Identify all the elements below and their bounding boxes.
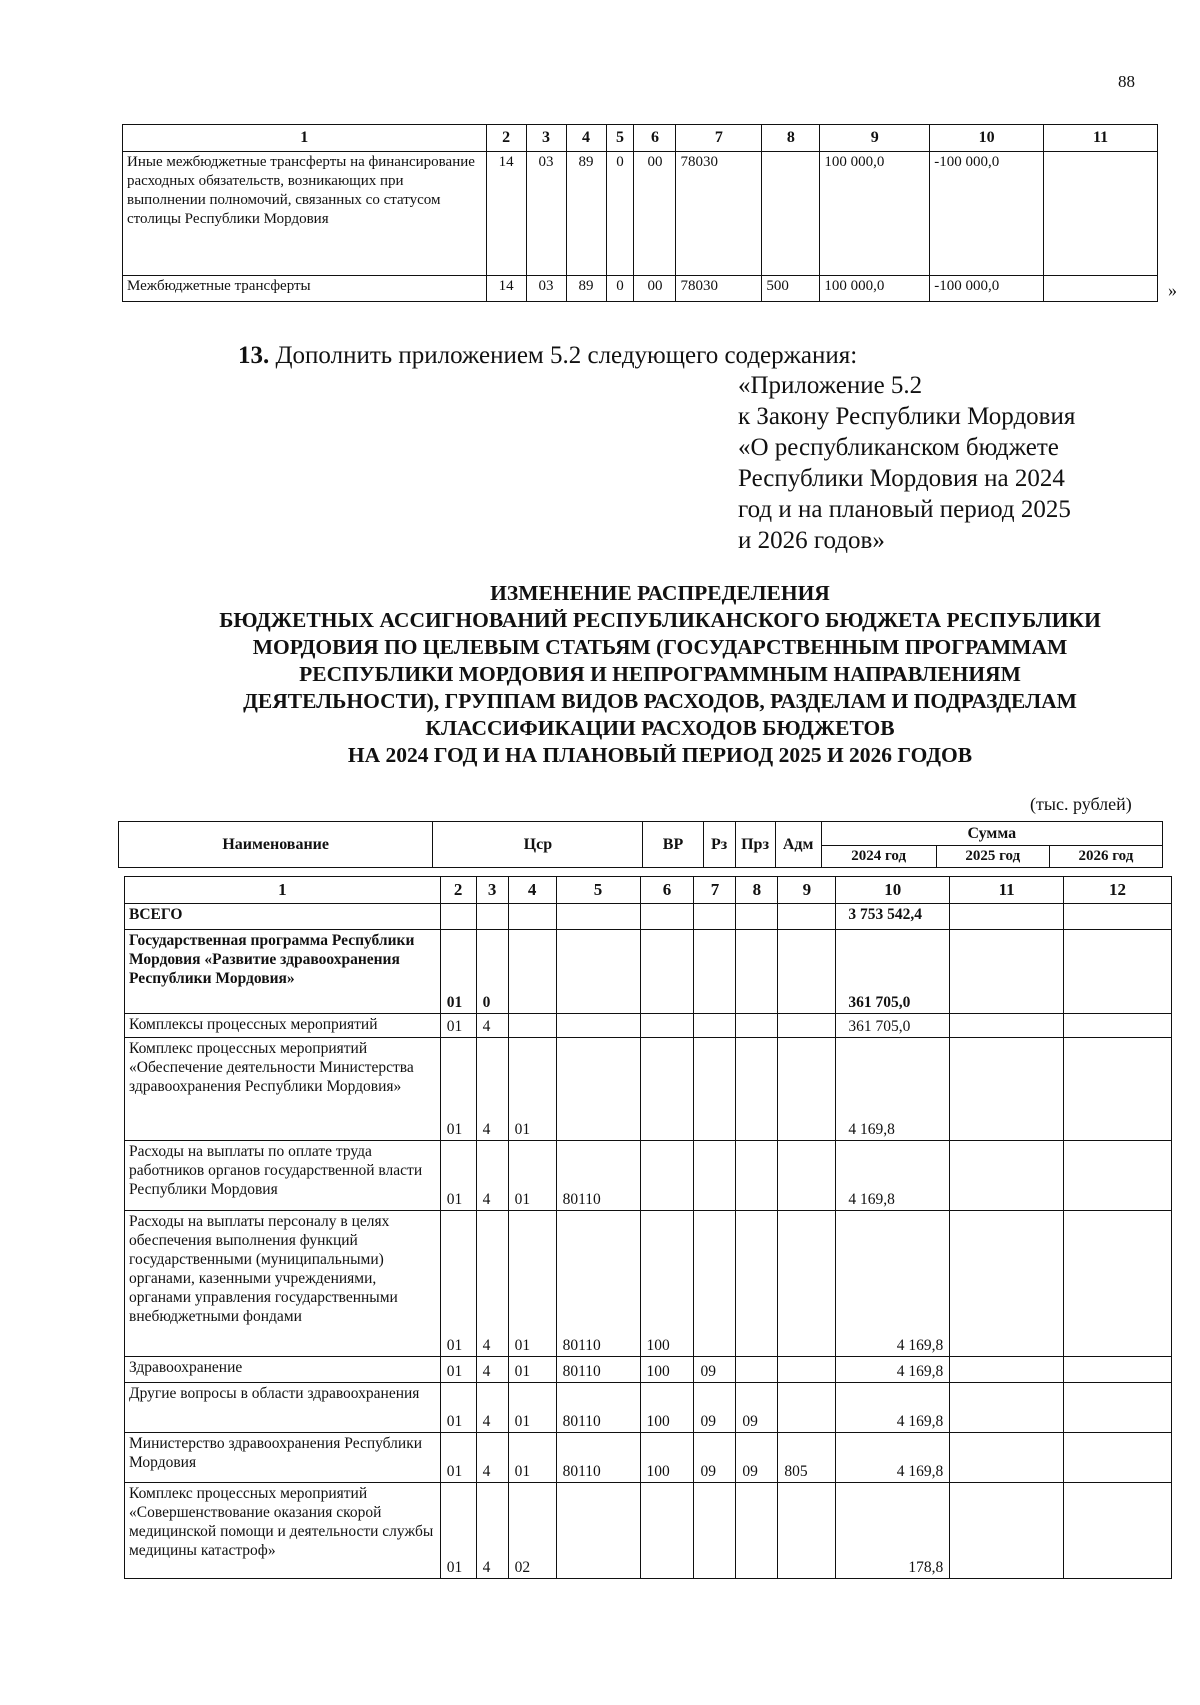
cell (1044, 152, 1158, 276)
cell: 89 (566, 276, 606, 302)
cell: 03 (526, 152, 566, 276)
cell (736, 930, 778, 1014)
budget-table (124, 876, 1172, 1579)
cell: 01 (440, 1014, 476, 1038)
page-number: 88 (1118, 72, 1135, 91)
table-row (125, 1038, 1172, 1141)
column-number: 1 (125, 877, 441, 904)
cell: 4 (476, 1014, 508, 1038)
cell: 100 (640, 1383, 694, 1433)
amount-2026 (1064, 904, 1172, 930)
cell: -100 000,0 (930, 152, 1044, 276)
cell (556, 904, 640, 930)
row-name: Иные межбюджетные трансферты на финансирование расходных обязательств, возникающих при выполнении полномочий, связанных со статусом столицы Республики Мордовия (123, 152, 487, 276)
cell: 09 (736, 1433, 778, 1483)
row-name: Расходы на выплаты персоналу в целях обеспечения выполнения функций государственными (муниципальными) органами, казенными учреждениями, органами управления государственными внебюджетными фондами (125, 1211, 441, 1357)
cell: 80110 (556, 1357, 640, 1383)
amount-2026 (1064, 1383, 1172, 1433)
column-header: 3 (526, 125, 566, 152)
cell: 4 (476, 1357, 508, 1383)
amount-2025 (950, 1038, 1064, 1141)
cell: -100 000,0 (930, 276, 1044, 302)
title-line: МОРДОВИЯ ПО ЦЕЛЕВЫМ СТАТЬЯМ (ГОСУДАРСТВЕННЫМ ПРОГРАММАМ (252, 635, 1068, 659)
column-header: 4 (566, 125, 606, 152)
row-name: ВСЕГО (125, 904, 441, 930)
cell (694, 904, 736, 930)
amount-2025 (950, 1483, 1064, 1579)
continuation-table (122, 124, 1158, 302)
title-line: ДЕЯТЕЛЬНОСТИ), ГРУППАМ ВИДОВ РАСХОДОВ, РАЗДЕЛАМ И ПОДРАЗДЕЛАМ (243, 689, 1077, 713)
paragraph-number: 13. (238, 342, 270, 369)
table-row (125, 1357, 1172, 1383)
title-line: БЮДЖЕТНЫХ АССИГНОВАНИЙ РЕСПУБЛИКАНСКОГО БЮДЖЕТА РЕСПУБЛИКИ (219, 608, 1101, 632)
cell (694, 1211, 736, 1357)
cell (778, 1211, 836, 1357)
column-header: 6 (634, 125, 676, 152)
cell: 4 (476, 1141, 508, 1211)
amount-2024: 4 169,8 (836, 1038, 950, 1141)
appendix-line: к Закону Республики Мордовия (738, 403, 1076, 430)
column-header-table (118, 821, 1163, 868)
cell (694, 1038, 736, 1141)
cell: 100 000,0 (820, 152, 930, 276)
row-name: Межбюджетные трансферты (123, 276, 487, 302)
amount-2024: 4 169,8 (836, 1357, 950, 1383)
cell (640, 1014, 694, 1038)
cell (778, 930, 836, 1014)
column-number: 2 (440, 877, 476, 904)
amount-2024: 4 169,8 (836, 1141, 950, 1211)
cell (556, 1038, 640, 1141)
amount-2024: 178,8 (836, 1483, 950, 1579)
amount-2026 (1064, 930, 1172, 1014)
row-name: Другие вопросы в области здравоохранения (125, 1383, 441, 1433)
table-row (123, 276, 1158, 302)
header-sum: Сумма (821, 822, 1162, 846)
cell: 4 (476, 1483, 508, 1579)
amount-2026 (1064, 1483, 1172, 1579)
continuation-header-row (123, 125, 1158, 152)
appendix-line: Республики Мордовия на 2024 (738, 465, 1065, 492)
header-year-2024: 2024 год (821, 846, 936, 868)
header-csr: Цср (433, 822, 643, 868)
cell (736, 1357, 778, 1383)
cell (778, 1357, 836, 1383)
cell: 4 (476, 1383, 508, 1433)
title-line: НА 2024 ГОД И НА ПЛАНОВЫЙ ПЕРИОД 2025 И 2026 ГОДОВ (347, 743, 973, 767)
cell (778, 1141, 836, 1211)
table-row (125, 1483, 1172, 1579)
cell (778, 1014, 836, 1038)
appendix-line: «Приложение 5.2 (738, 372, 923, 399)
cell (508, 930, 556, 1014)
paragraph-text: Дополнить приложением 5.2 следующего содержания: (275, 342, 858, 369)
amount-2024: 4 169,8 (836, 1383, 950, 1433)
cell: 01 (440, 1357, 476, 1383)
cell: 09 (694, 1383, 736, 1433)
table-row (125, 1014, 1172, 1038)
cell: 78030 (676, 276, 762, 302)
cell: 02 (508, 1483, 556, 1579)
cell (736, 1141, 778, 1211)
column-number: 7 (694, 877, 736, 904)
amount-2026 (1064, 1357, 1172, 1383)
table-row (125, 1383, 1172, 1433)
paragraph-13 (238, 342, 857, 370)
appendix-line: «О республиканском бюджете (738, 434, 1059, 461)
cell: 00 (634, 152, 676, 276)
cell: 01 (440, 1483, 476, 1579)
cell (778, 904, 836, 930)
column-header: 10 (930, 125, 1044, 152)
cell (556, 1483, 640, 1579)
cell: 89 (566, 152, 606, 276)
column-number: 6 (640, 877, 694, 904)
appendix-line: год и на плановый период 2025 (738, 496, 1071, 523)
table-row (125, 904, 1172, 930)
amount-2024: 4 169,8 (836, 1433, 950, 1483)
column-header: 7 (676, 125, 762, 152)
header-vr: ВР (643, 822, 703, 868)
cell: 01 (440, 930, 476, 1014)
cell (556, 930, 640, 1014)
cell: 01 (508, 1357, 556, 1383)
cell: 00 (634, 276, 676, 302)
amount-2025 (950, 1141, 1064, 1211)
title-line: КЛАССИФИКАЦИИ РАСХОДОВ БЮДЖЕТОВ (425, 716, 895, 740)
cell (736, 904, 778, 930)
cell (476, 904, 508, 930)
table-row (125, 930, 1172, 1014)
cell (694, 930, 736, 1014)
title-line: ИЗМЕНЕНИЕ РАСПРЕДЕЛЕНИЯ (490, 581, 830, 605)
amount-2026 (1064, 1433, 1172, 1483)
cell (440, 904, 476, 930)
row-name: Здравоохранение (125, 1357, 441, 1383)
cell (736, 1014, 778, 1038)
cell: 500 (762, 276, 820, 302)
cell: 01 (508, 1383, 556, 1433)
cell (736, 1483, 778, 1579)
cell (778, 1483, 836, 1579)
cell: 01 (440, 1038, 476, 1141)
cell: 01 (508, 1433, 556, 1483)
title-line: РЕСПУБЛИКИ МОРДОВИЯ И НЕПРОГРАММНЫМ НАПРАВЛЕНИЯМ (299, 662, 1021, 686)
table-row (125, 1141, 1172, 1211)
cell (694, 1483, 736, 1579)
header-rz: Рз (703, 822, 735, 868)
table-row (125, 1211, 1172, 1357)
column-header: 1 (123, 125, 487, 152)
cell: 14 (486, 152, 526, 276)
amount-2024: 3 753 542,4 (836, 904, 950, 930)
table-row (125, 1433, 1172, 1483)
cell (640, 1038, 694, 1141)
cell: 0 (606, 276, 634, 302)
cell: 100 (640, 1211, 694, 1357)
cell (640, 904, 694, 930)
cell: 80110 (556, 1141, 640, 1211)
amount-2025 (950, 1211, 1064, 1357)
column-number: 11 (950, 877, 1064, 904)
amount-2025 (950, 1383, 1064, 1433)
cell (736, 1211, 778, 1357)
column-header: 5 (606, 125, 634, 152)
header-prz: Прз (735, 822, 775, 868)
cell (736, 1038, 778, 1141)
cell: 0 (476, 930, 508, 1014)
header-year-2025: 2025 год (936, 846, 1049, 868)
cell (508, 1014, 556, 1038)
units-label: (тыс. рублей) (1030, 794, 1132, 814)
column-number: 9 (778, 877, 836, 904)
cell (778, 1383, 836, 1433)
cell: 4 (476, 1433, 508, 1483)
column-number: 10 (836, 877, 950, 904)
row-name: Комплекс процессных мероприятий «Обеспечение деятельности Министерства здравоохранения Республики Мордовия» (125, 1038, 441, 1141)
cell (694, 1014, 736, 1038)
cell: 100 (640, 1433, 694, 1483)
cell (556, 1014, 640, 1038)
appendix-line: и 2026 годов» (738, 527, 885, 554)
row-name: Комплекс процессных мероприятий «Совершенствование оказания скорой медицинской помощи и деятельности службы медицины катастроф» (125, 1483, 441, 1579)
cell: 01 (440, 1433, 476, 1483)
cell: 80110 (556, 1433, 640, 1483)
table-row (123, 152, 1158, 276)
column-number: 12 (1064, 877, 1172, 904)
cell: 80110 (556, 1383, 640, 1433)
row-name: Министерство здравоохранения Республики Мордовия (125, 1433, 441, 1483)
closing-quote: » (1168, 280, 1177, 300)
column-header: 8 (762, 125, 820, 152)
amount-2025 (950, 904, 1064, 930)
cell: 80110 (556, 1211, 640, 1357)
cell: 01 (508, 1038, 556, 1141)
amount-2025 (950, 1014, 1064, 1038)
column-header: 9 (820, 125, 930, 152)
cell (640, 930, 694, 1014)
number-header-row (125, 877, 1172, 904)
cell: 4 (476, 1038, 508, 1141)
column-number: 5 (556, 877, 640, 904)
cell (762, 152, 820, 276)
document-title (140, 580, 1180, 769)
cell: 01 (440, 1383, 476, 1433)
row-name: Расходы на выплаты по оплате труда работников органов государственной власти Республики Мордовия (125, 1141, 441, 1211)
cell: 03 (526, 276, 566, 302)
column-header: 2 (486, 125, 526, 152)
cell: 805 (778, 1433, 836, 1483)
amount-2024: 4 169,8 (836, 1211, 950, 1357)
cell (640, 1483, 694, 1579)
amount-2026 (1064, 1014, 1172, 1038)
cell: 01 (440, 1211, 476, 1357)
cell: 100 (640, 1357, 694, 1383)
amount-2025 (950, 1357, 1064, 1383)
header-name: Наименование (119, 822, 433, 868)
cell: 14 (486, 276, 526, 302)
amount-2026 (1064, 1211, 1172, 1357)
cell (694, 1141, 736, 1211)
cell (1044, 276, 1158, 302)
cell: 01 (508, 1141, 556, 1211)
amount-2025 (950, 1433, 1064, 1483)
column-number: 4 (508, 877, 556, 904)
cell (508, 904, 556, 930)
amount-2026 (1064, 1141, 1172, 1211)
cell: 01 (508, 1211, 556, 1357)
cell (640, 1141, 694, 1211)
header-adm: Адм (775, 822, 821, 868)
amount-2024: 361 705,0 (836, 1014, 950, 1038)
column-number: 3 (476, 877, 508, 904)
cell: 78030 (676, 152, 762, 276)
cell: 100 000,0 (820, 276, 930, 302)
amount-2025 (950, 930, 1064, 1014)
cell: 09 (736, 1383, 778, 1433)
amount-2024: 361 705,0 (836, 930, 950, 1014)
column-header: 11 (1044, 125, 1158, 152)
cell (778, 1038, 836, 1141)
header-year-2026: 2026 год (1049, 846, 1162, 868)
row-name: Государственная программа Республики Мордовия «Развитие здравоохранения Республики Мордовия» (125, 930, 441, 1014)
column-number: 8 (736, 877, 778, 904)
cell: 09 (694, 1357, 736, 1383)
appendix-reference (738, 370, 1075, 556)
amount-2026 (1064, 1038, 1172, 1141)
cell: 0 (606, 152, 634, 276)
cell: 09 (694, 1433, 736, 1483)
row-name: Комплексы процессных мероприятий (125, 1014, 441, 1038)
cell: 4 (476, 1211, 508, 1357)
cell: 01 (440, 1141, 476, 1211)
